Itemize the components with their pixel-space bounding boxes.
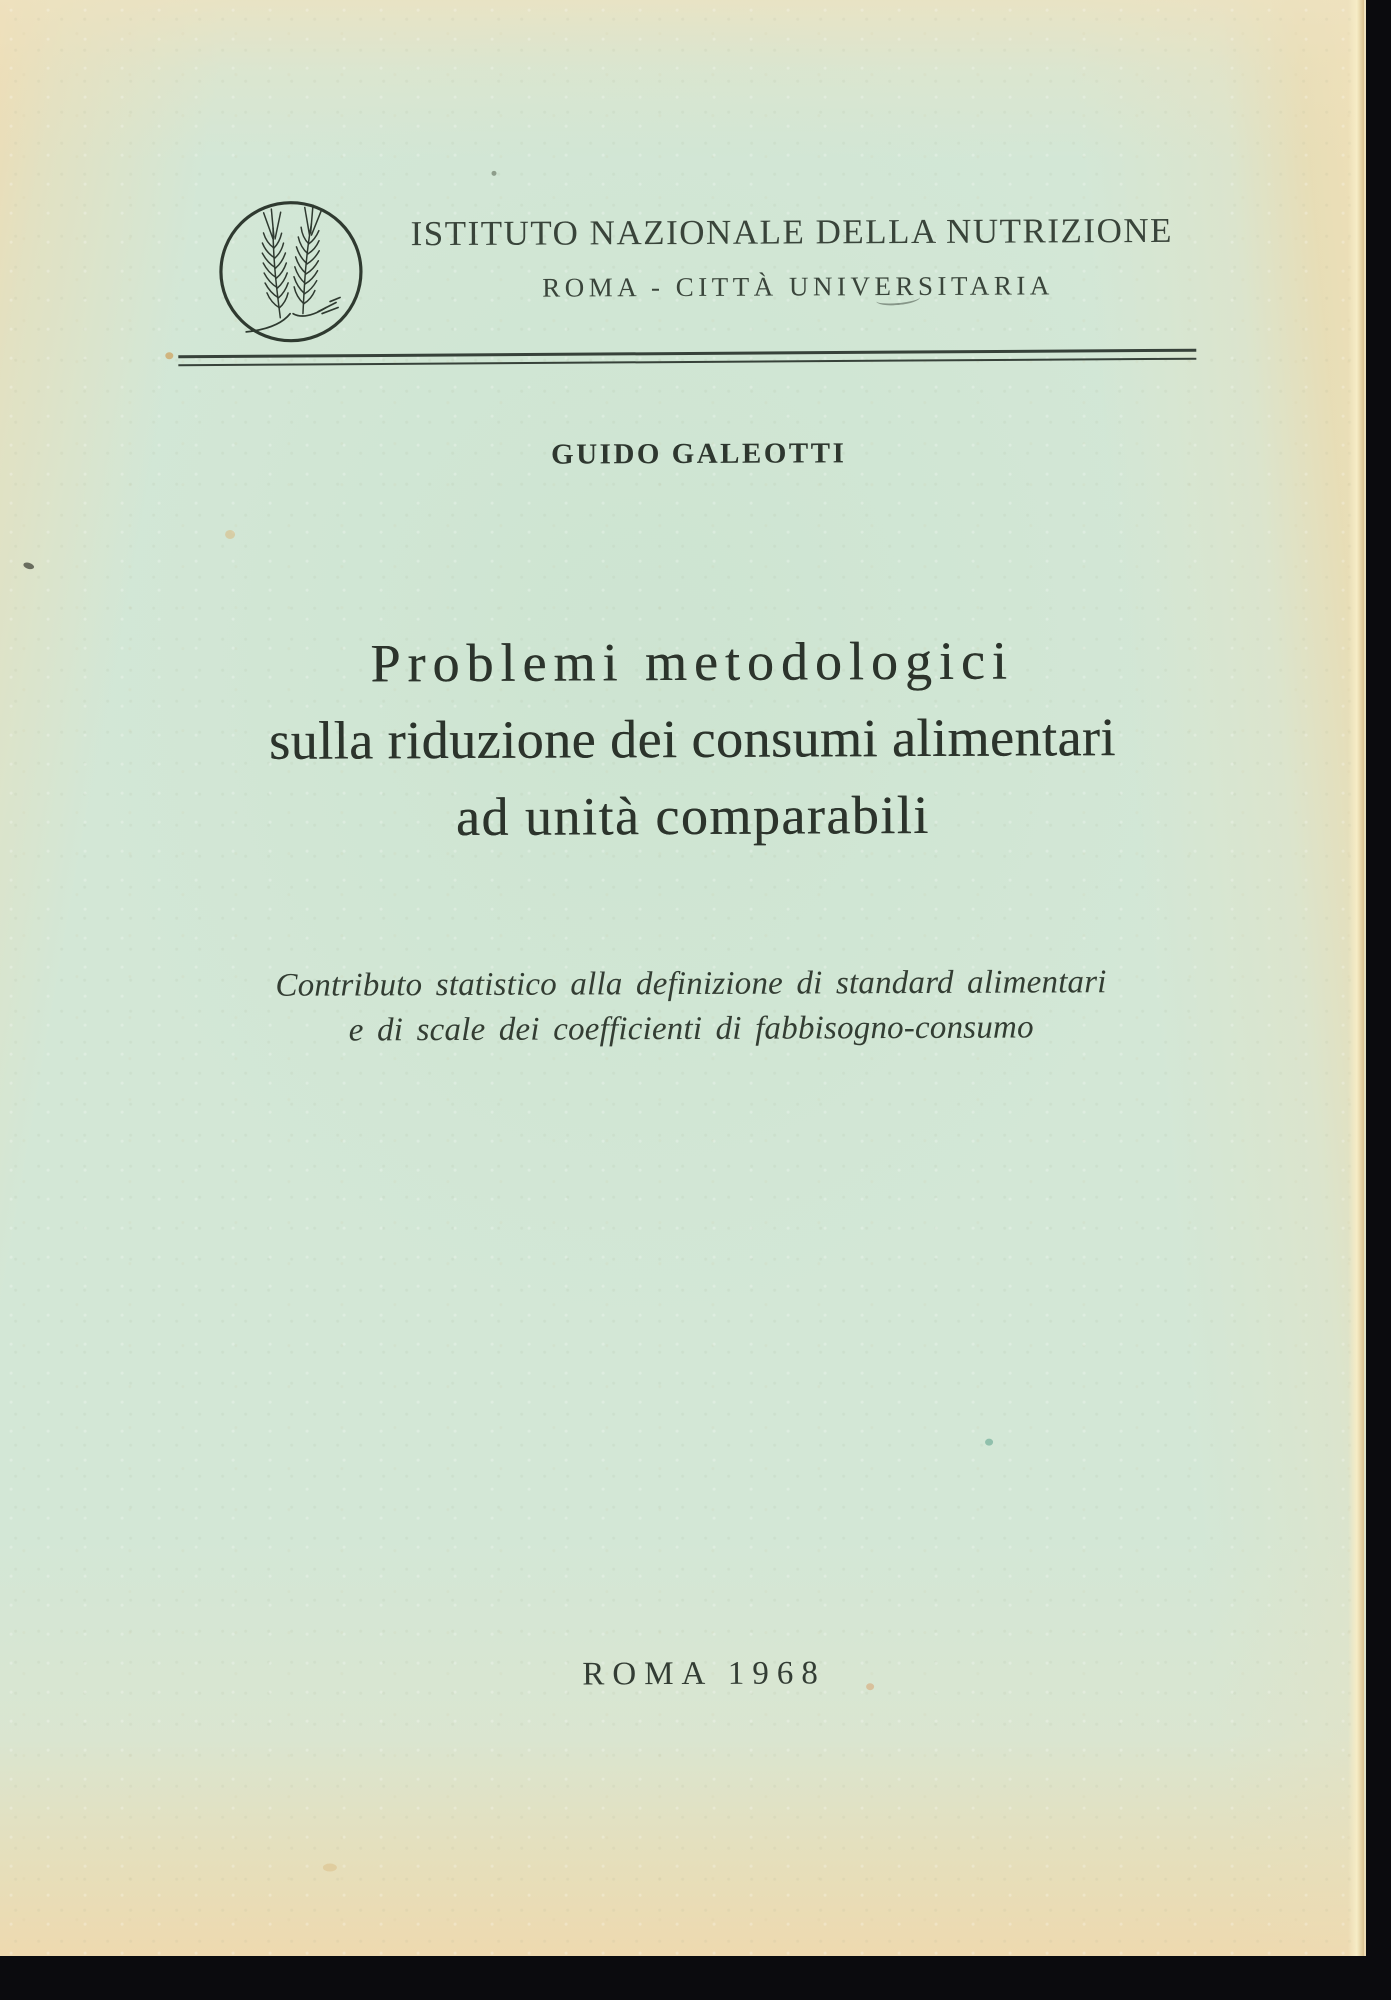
stain-speck <box>165 352 173 359</box>
institute-location: ROMA - CITTÀ UNIVERSITARIA <box>542 270 1054 303</box>
page-edge-highlight <box>1348 0 1364 1956</box>
book-title-line3: ad unità comparabili <box>455 784 930 847</box>
stain-speck <box>323 1864 337 1872</box>
ink-fleck <box>492 171 497 176</box>
book-title-line1: Problemi metodologici <box>370 630 1014 694</box>
book-subtitle-line2: e di scale dei coefficienti di fabbisogno-consumo <box>348 1009 1034 1049</box>
author-name: GUIDO GALEOTTI <box>551 437 847 471</box>
book-title-line2: sulla riduzione dei consumi alimentari <box>268 707 1116 771</box>
ink-fleck <box>23 561 35 570</box>
book-title <box>74 621 1310 857</box>
stain-speck <box>985 1439 993 1446</box>
stain-speck <box>866 1683 874 1690</box>
institute-name: ISTITUTO NAZIONALE DELLA NUTRIZIONE <box>410 210 1174 254</box>
stain-speck <box>225 530 235 539</box>
book-subtitle <box>171 960 1211 1055</box>
book-subtitle-line1: Contributo statistico alla definizione di standard alimentari <box>275 964 1107 1004</box>
imprint-place-year: ROMA 1968 <box>582 1655 826 1693</box>
header-double-rule <box>178 349 1196 367</box>
pen-squiggle-mark <box>876 291 921 307</box>
wheat-emblem-icon <box>218 199 365 344</box>
